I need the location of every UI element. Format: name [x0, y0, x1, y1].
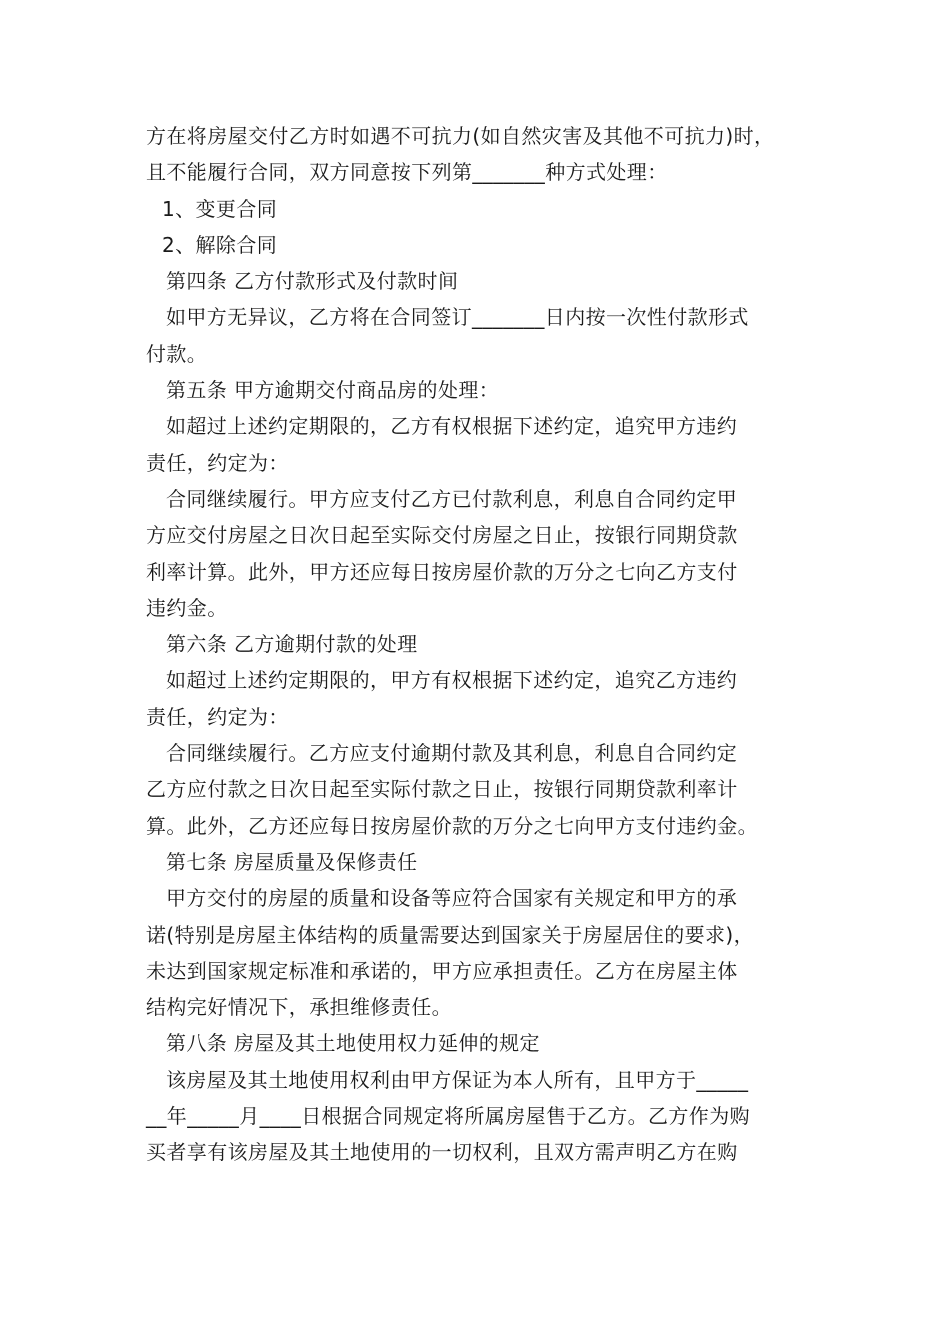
text-line: 诺(特别是房屋主体结构的质量需要达到国家关于房屋居住的要求)， [146, 922, 755, 947]
text-line: 算。此外，乙方还应每日按房屋价款的万分之七向甲方支付违约金。 [146, 813, 758, 838]
text-line: 责任，约定为： [146, 450, 289, 475]
text-line: 如超过上述约定期限的，乙方有权根据下述约定，追究甲方违约 [166, 414, 738, 439]
text-line: 未达到国家规定标准和承诺的，甲方应承担责任。乙方在房屋主体 [146, 958, 738, 983]
text-line: __年_____月____日根据合同规定将所属房屋售于乙方。乙方作为购 [146, 1104, 750, 1129]
text-line: 第八条 房屋及其土地使用权力延伸的规定 [166, 1031, 540, 1056]
text-line: 且不能履行合同，双方同意按下列第_______种方式处理： [146, 160, 668, 185]
text-line: 利率计算。此外，甲方还应每日按房屋价款的万分之七向乙方支付 [146, 559, 738, 584]
text-line: 第六条 乙方逾期付款的处理 [166, 632, 418, 657]
text-line: 合同继续履行。甲方应支付乙方已付款利息，利息自合同约定甲 [166, 486, 738, 511]
text-line: 合同继续履行。乙方应支付逾期付款及其利息，利息自合同约定 [166, 741, 738, 766]
text-line: 甲方交付的房屋的质量和设备等应符合国家有关规定和甲方的承 [166, 886, 738, 911]
text-line: 1、变更合同 [162, 196, 278, 221]
text-line: 2、解除合同 [162, 232, 278, 257]
text-line: 第四条 乙方付款形式及付款时间 [166, 269, 459, 294]
text-line: 第五条 甲方逾期交付商品房的处理： [166, 378, 500, 403]
text-line: 乙方应付款之日次日起至实际付款之日止，按银行同期贷款利率计 [146, 777, 738, 802]
text-line: 第七条 房屋质量及保修责任 [166, 849, 418, 874]
text-line: 如甲方无异议，乙方将在合同签订_______日内按一次性付款形式 [166, 305, 749, 330]
text-line: 方应交付房屋之日次日起至实际交付房屋之日止，按银行同期贷款 [146, 523, 738, 548]
text-line: 买者享有该房屋及其土地使用的一切权利，且双方需声明乙方在购 [146, 1140, 738, 1165]
contract-text [146, 118, 816, 1171]
text-line: 如超过上述约定期限的，甲方有权根据下述约定，追究乙方违约 [166, 668, 738, 693]
text-line: 结构完好情况下，承担维修责任。 [146, 995, 452, 1020]
text-line: 责任，约定为： [146, 704, 289, 729]
text-line: 付款。 [146, 341, 208, 366]
text-line: 违约金。 [146, 595, 228, 620]
text-line: 该房屋及其土地使用权利由甲方保证为本人所有，且甲方于_____ [166, 1067, 749, 1092]
text-line: 方在将房屋交付乙方时如遇不可抗力(如自然灾害及其他不可抗力)时， [146, 124, 775, 148]
